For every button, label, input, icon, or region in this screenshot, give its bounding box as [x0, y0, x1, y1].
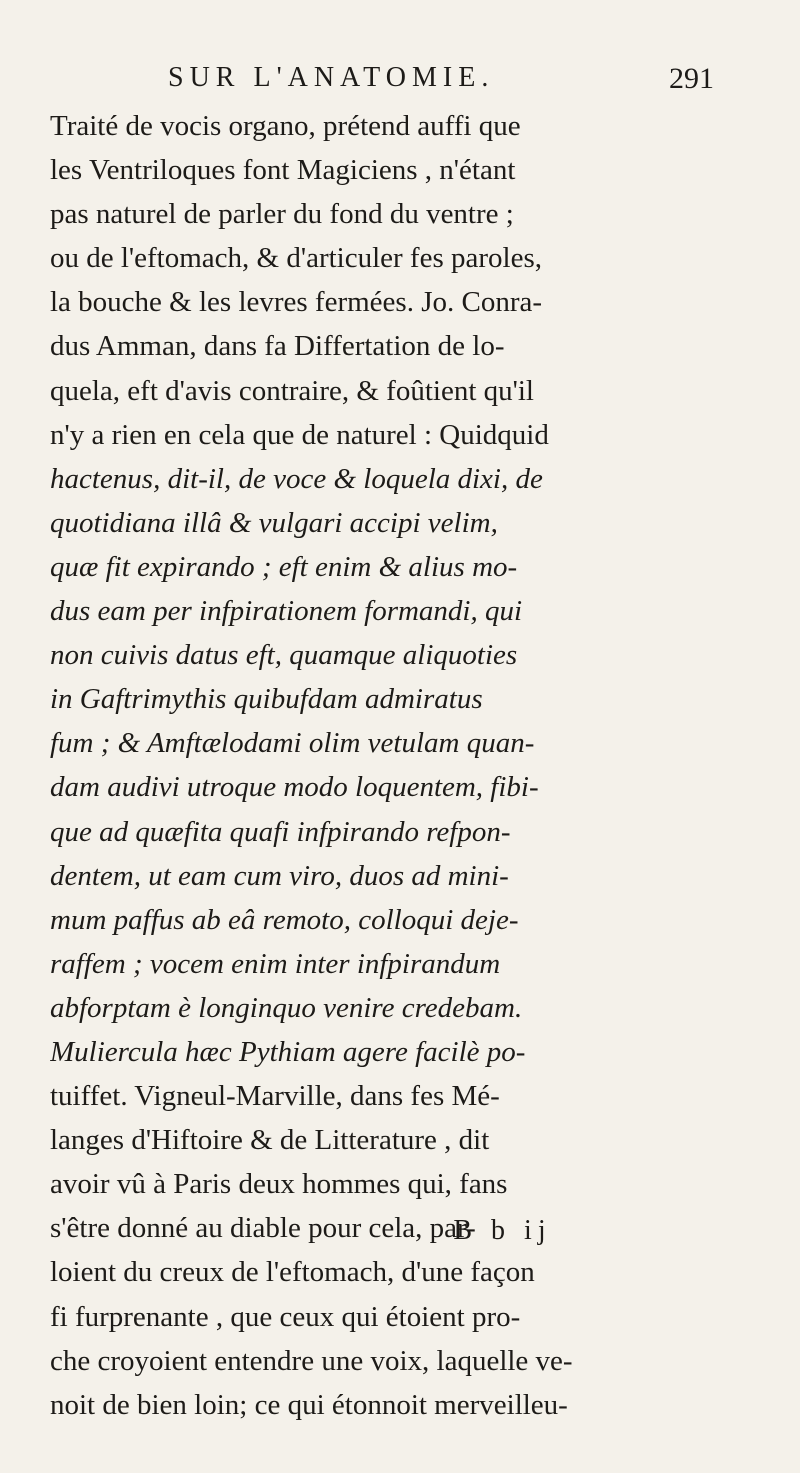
text-line: raffem ; vocem enim inter infpirandum	[50, 947, 501, 980]
text-line: dam audivi utroque modo loquentem, fibi-	[50, 771, 539, 804]
text-line: fum ; & Amftælodami olim vetulam quan-	[50, 727, 535, 760]
text-line: s'être donné au diable pour cela, par-	[50, 1212, 476, 1245]
text-line: avoir vû à Paris deux hommes qui, fans	[50, 1168, 508, 1201]
text-line: noit de bien loin; ce qui étonnoit merveilleu-	[50, 1388, 568, 1421]
text-line: fi furprenante , que ceux qui étoient pro-	[50, 1300, 521, 1333]
signature-mark	[0, 1215, 800, 1247]
text-line: hactenus, dit-il, de voce & loquela dixi, de	[50, 462, 543, 495]
text-line: la bouche & les levres fermées. Jo. Conra-	[50, 286, 543, 319]
text-line: che croyoient entendre une voix, laquelle ve-	[50, 1344, 573, 1377]
text-line: les Ventriloques font Magiciens , n'étant	[50, 154, 516, 187]
page-header	[168, 62, 770, 102]
text-line: mum paffus ab eâ remoto, colloqui deje-	[50, 903, 519, 936]
page-number: 291	[669, 62, 714, 95]
text-line: dus Amman, dans fa Differtation de lo-	[50, 330, 505, 363]
text-line: langes d'Hiftoire & de Litterature , dit	[50, 1124, 490, 1157]
text-line: dus eam per infpirationem formandi, qui	[50, 595, 523, 628]
text-line: que ad quæfita quafi infpirando refpon-	[50, 815, 511, 848]
text-line: in Gaftrimythis quibufdam admiratus	[50, 683, 483, 716]
text-line: quotidiana illâ & vulgari accipi velim,	[50, 506, 498, 539]
text-line: dentem, ut eam cum viro, duos ad mini-	[50, 859, 509, 892]
text-line: quæ fit expirando ; eft enim & alius mo-	[50, 550, 518, 583]
text-line: loient du creux de l'eftomach, d'une façon	[50, 1256, 535, 1289]
running-head: SUR L'ANATOMIE.	[168, 62, 495, 93]
text-line: tuiffet. Vigneul-Marville, dans fes Mé-	[50, 1080, 500, 1113]
text-line: abforptam è longinquo venire credebam.	[50, 991, 523, 1024]
text-line: pas naturel de parler du fond du ventre ;	[50, 198, 514, 231]
text-line: quela, eft d'avis contraire, & foûtient qu'il	[50, 374, 534, 407]
text-line: ou de l'eftomach, & d'articuler fes paroles,	[50, 242, 542, 275]
signature-text: B b ij	[453, 1215, 552, 1246]
text-line: n'y a rien en cela que de naturel : Quidquid	[50, 418, 549, 451]
text-line: Traité de vocis organo, prétend auffi que	[50, 110, 521, 142]
text-line: Muliercula hæc Pythiam agere facilè po-	[50, 1035, 526, 1068]
text-line: non cuivis datus eft, quamque aliquoties	[50, 639, 518, 672]
